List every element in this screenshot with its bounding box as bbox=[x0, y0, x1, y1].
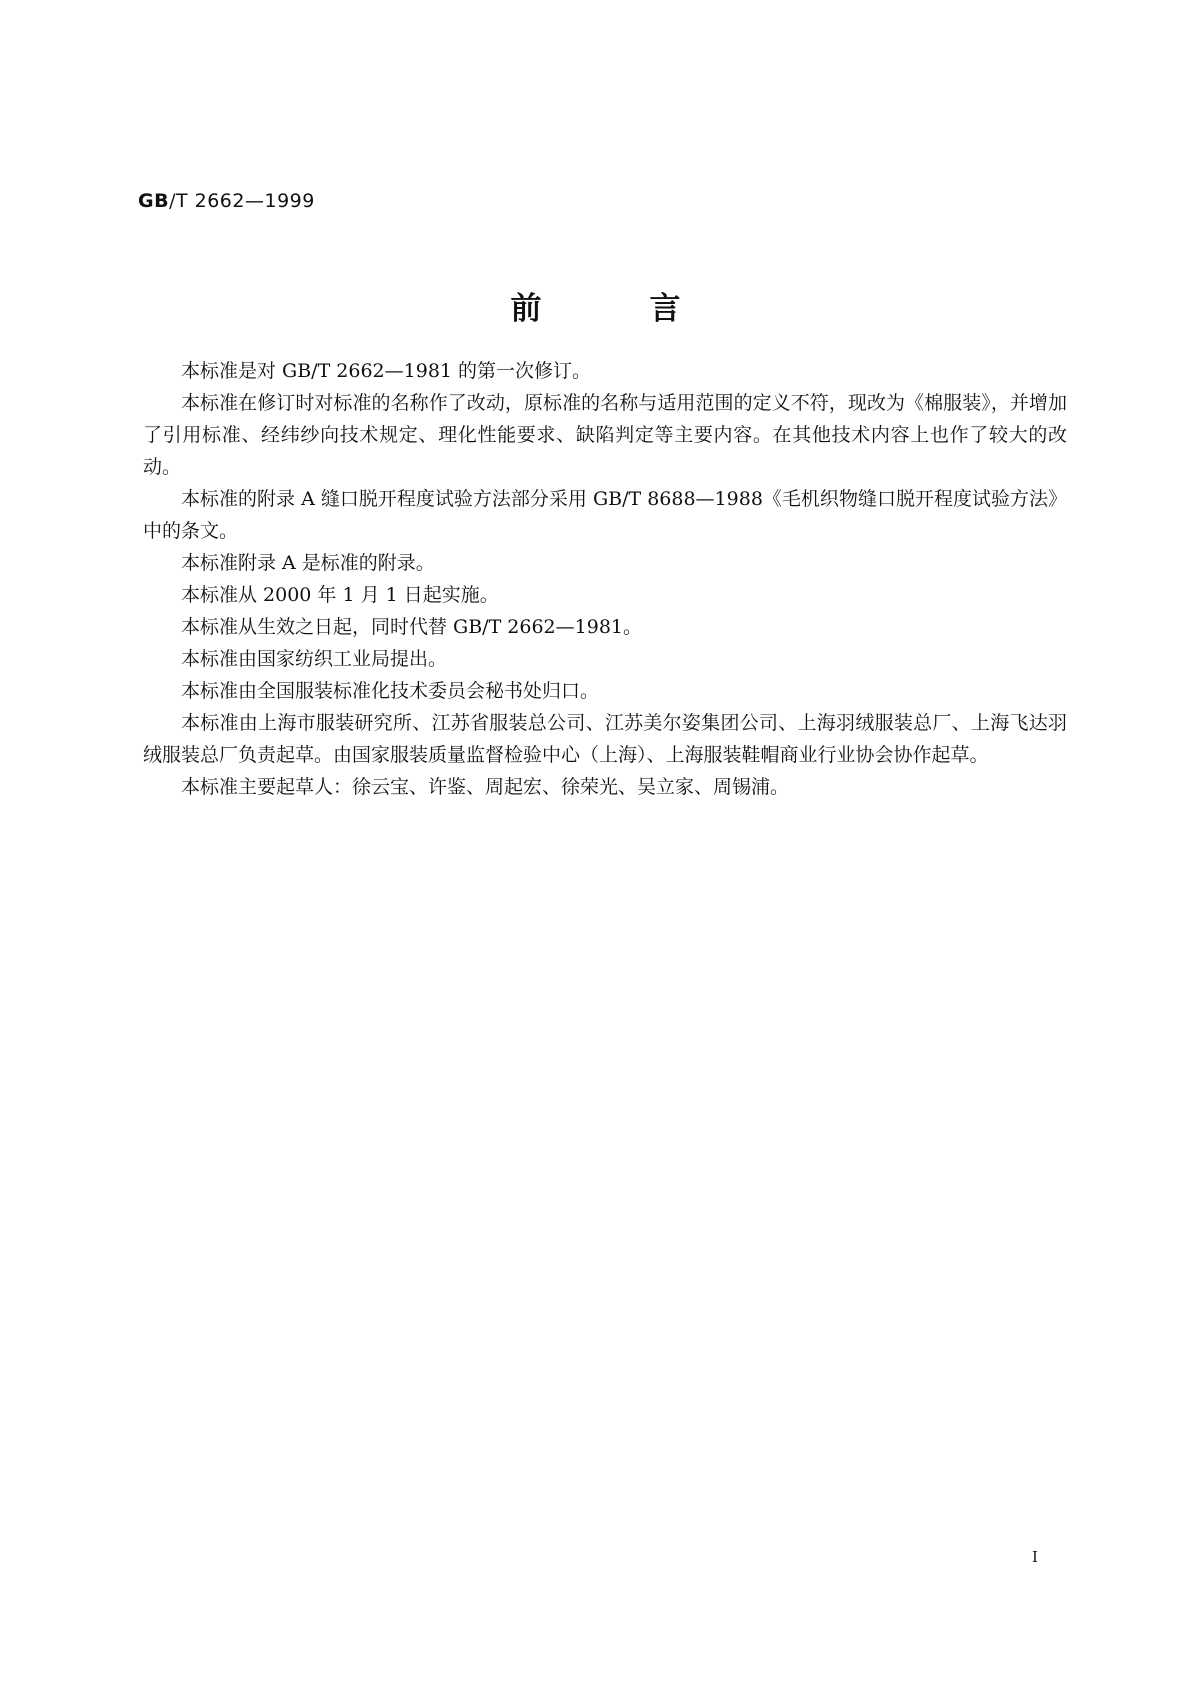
standard-code bbox=[138, 190, 315, 212]
title-char-1: 前 bbox=[510, 291, 542, 327]
paragraph: 本标准从生效之日起，同时代替 GB/T 2662—1981。 bbox=[181, 616, 643, 638]
page-title bbox=[0, 283, 1191, 328]
page-number: I bbox=[1032, 1548, 1038, 1566]
standard-code-slash: / bbox=[169, 190, 176, 212]
paragraph: 本标准主要起草人：徐云宝、许鉴、周起宏、徐荣光、吴立家、周锡浦。 bbox=[181, 776, 790, 798]
foreword-body bbox=[143, 355, 1067, 803]
paragraph: 本标准在修订时对标准的名称作了改动，原标准的名称与适用范围的定义不符，现改为《棉服装》，并增加了引用标准、经纬纱向技术规定、理化性能要求、缺陷判定等主要内容。在其他技术内容上也作了较大的改动。 bbox=[143, 392, 1067, 478]
paragraph: 本标准由国家纺织工业局提出。 bbox=[181, 648, 448, 670]
paragraph: 本标准从 2000 年 1 月 1 日起实施。 bbox=[181, 584, 499, 606]
standard-code-number: T 2662—1999 bbox=[175, 190, 315, 212]
standard-code-prefix: GB bbox=[138, 190, 170, 212]
paragraph: 本标准由全国服装标准化技术委员会秘书处归口。 bbox=[181, 680, 600, 702]
title-char-2: 言 bbox=[649, 291, 681, 327]
paragraph: 本标准由上海市服装研究所、江苏省服装总公司、江苏美尔姿集团公司、上海羽绒服装总厂、上海飞达羽绒服装总厂负责起草。由国家服装质量监督检验中心（上海）、上海服装鞋帽商业行业协会协作起草。 bbox=[143, 712, 1067, 766]
paragraph: 本标准是对 GB/T 2662—1981 的第一次修订。 bbox=[181, 360, 592, 382]
paragraph: 本标准附录 A 是标准的附录。 bbox=[181, 552, 435, 574]
paragraph: 本标准的附录 A 缝口脱开程度试验方法部分采用 GB/T 8688—1988《毛机织物缝口脱开程度试验方法》中的条文。 bbox=[143, 488, 1067, 542]
